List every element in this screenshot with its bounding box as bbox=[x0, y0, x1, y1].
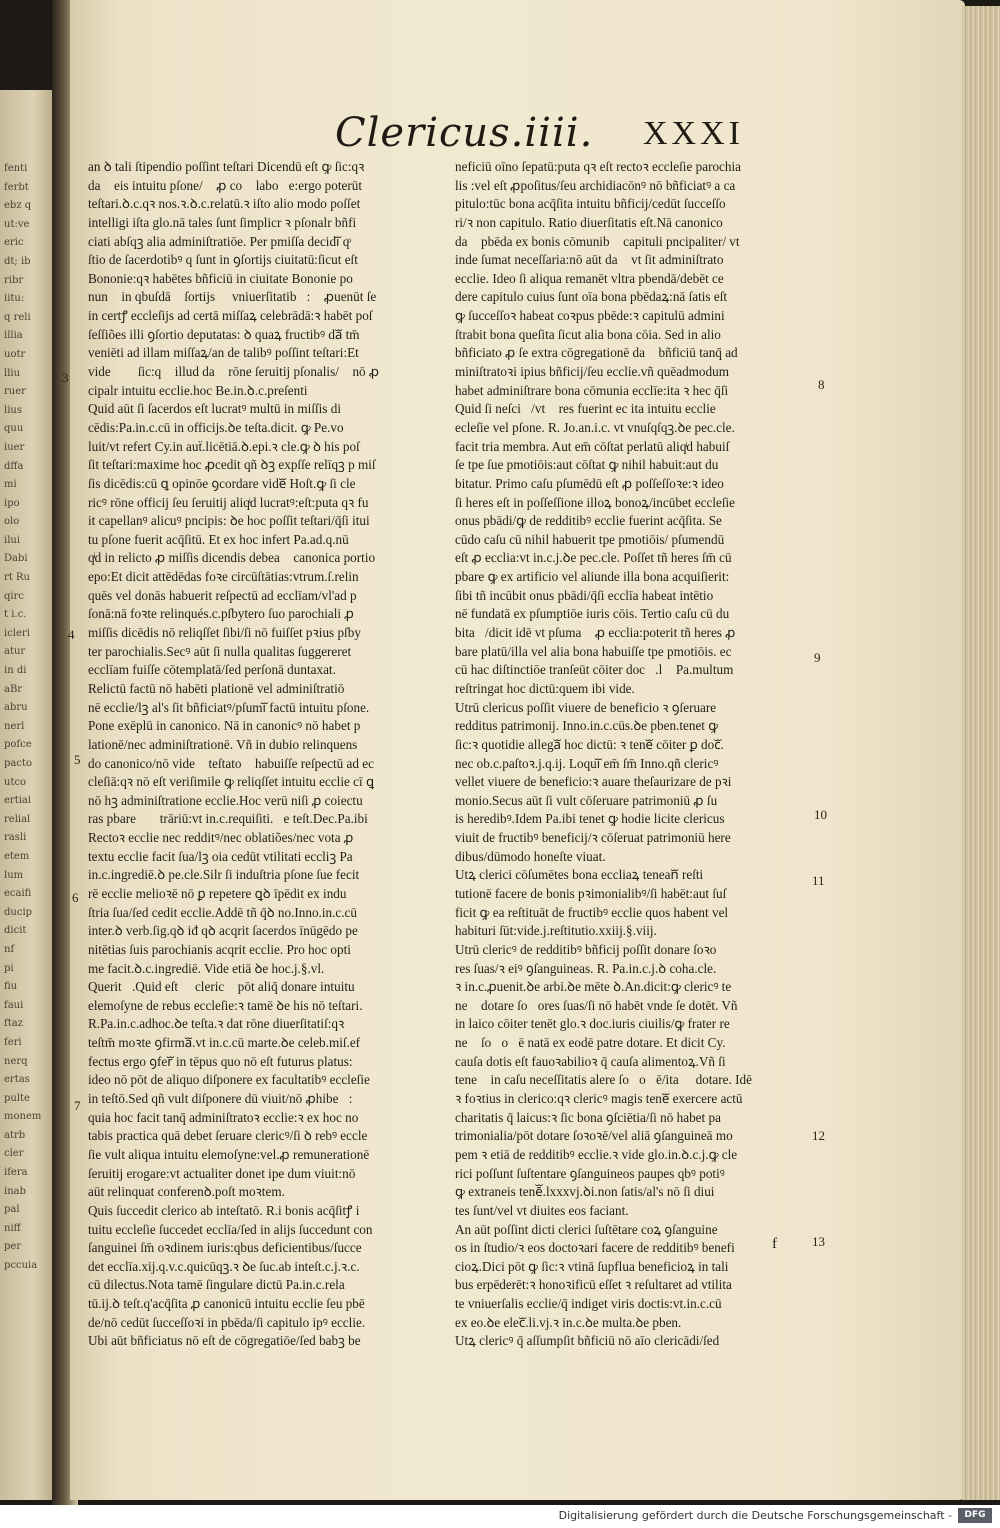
text-line: ri/ꝛ non capitulo. Ratio diuerſitatis eſt.Nā canonico bbox=[455, 214, 723, 230]
text-line: Rectoꝛ ecclie nec redditꝰ/nec oblatiões/nec vota ꝓ bbox=[88, 830, 354, 846]
text-line: tabis practica quā debet ſeruare clericꝰ/ſi ꝺ rebꝰ eccle bbox=[88, 1128, 368, 1144]
edge-fragment: abru bbox=[4, 702, 28, 714]
text-line: aūt relinquat conferenꝺ.poſt moꝛtem. bbox=[88, 1184, 285, 1200]
text-line: eſt ꝓ ecclia:vt in.c.j.ꝺe pec.cle. Poſſet tñ heres ſm̄ cū bbox=[455, 550, 732, 566]
edge-fragment: dicit bbox=[4, 925, 27, 937]
text-line: videᷓ ꝙ ſic:qꝛ illud daᷓ rōne ſeruitij pſonalis/ꝛ nō ꝓ bbox=[88, 364, 380, 380]
edge-fragment: aBr bbox=[4, 683, 23, 695]
text-line: in.c.ingrediē.ꝺ pe.cle.Silr ſi induſtria pſone ſue fecit bbox=[88, 867, 360, 883]
text-line: bitatur. Primo caſu pſumēdū eſt ꝓ poſſeſſoꝛe:ꝛ ideo bbox=[455, 475, 724, 491]
text-line: ficit ꝙ ea reſtituāt de fructibꝰ ecclie quos habent vel bbox=[455, 904, 729, 920]
folio-number: XXXI bbox=[643, 115, 744, 152]
edge-fragment: q reli bbox=[4, 311, 31, 323]
edge-fragment: ertas bbox=[4, 1074, 30, 1086]
text-line: veniēti ad illam miſſaꝝ/an de talibꝰ poſſint teſtari:Et bbox=[88, 345, 359, 361]
text-line: ꝛ in.c.ꝓuenit.ꝺe arbi.ꝺe mēte ꝺ.An.dicit:ꝙ clericꝰ te bbox=[455, 979, 732, 995]
edge-fragment: Dabi bbox=[4, 553, 28, 565]
edge-fragment: ertiai bbox=[4, 795, 32, 807]
edge-fragment: ftaz bbox=[4, 1018, 23, 1030]
text-line: te vniuerſalis ecclie/q̄ indiget viris doctis:vt.in.c.cū bbox=[455, 1296, 722, 1312]
text-line: neᷓ dotare ſoꝛores ſuas/ſi nō habēt vnde ſe dotēt. Vñ bbox=[455, 997, 738, 1013]
text-line: Utꝝ clericꝰ q̄ aſſumpſit bñficiū nō aīo clericādi/ſed bbox=[455, 1333, 720, 1349]
text-line: tuitu eccleſie ſuccedet ecclīa/ſed in alijs ſuccedunt con bbox=[88, 1221, 373, 1237]
edge-fragment: uotr bbox=[4, 348, 26, 360]
signature-mark: f bbox=[772, 1236, 777, 1252]
text-line: intelligi iſta glo.nā tales ſunt ſimplicr ꝛ pſonalr bñfi bbox=[88, 214, 357, 230]
edge-fragment: pi bbox=[4, 962, 14, 974]
edge-fragment: rasli bbox=[4, 832, 27, 844]
edge-fragment: pal bbox=[4, 1204, 20, 1216]
margin-number: 3 bbox=[62, 370, 69, 385]
text-line: elemoſyne de rebus eccleſie:ꝛ tamē ꝺe his nō teſtari. bbox=[88, 997, 363, 1013]
text-line: rē ecclie melioꝛē nō ꝑ repetere ꝗꝺ īpēdit ex indu bbox=[88, 885, 347, 901]
text-line: qͥd in relicto ꝓ miſſis dicendis debeaᷓ canonica portio bbox=[88, 550, 376, 566]
text-line: fectus ergo ꝯferᷓ in tēpus quo nō eſt futurus platus: bbox=[88, 1053, 353, 1069]
text-line: ſeruitij erogare:vt actualiter donet ipe dum viuit:nō bbox=[88, 1165, 356, 1181]
text-line: tutionē facere de bonis pꝛimonialibꝰ/ſi habēt:aut ſuſ bbox=[455, 885, 727, 901]
edge-fragment: fenti bbox=[4, 163, 28, 174]
edge-fragment: lliu bbox=[4, 367, 21, 379]
text-line: cū dilectus.Nota tamē ſingulare dictū Pa.in.c.rela bbox=[88, 1277, 345, 1293]
margin-number: 13 bbox=[812, 1234, 825, 1249]
edge-fragment: ifera bbox=[4, 1167, 28, 1179]
text-line: os in ſtudio/ꝛ eos doctoꝛari facere de redditibꝰ benefi bbox=[455, 1240, 735, 1256]
text-line: neᷓ ſoꝛoꝛē natā ex eodē patre dotare. Et dicit Cy.ꝙ bbox=[455, 1035, 736, 1051]
edge-fragment: atur bbox=[4, 646, 26, 658]
text-line: teneᷓ in caſu neceſſitatis alere ſoꝛoꝛē/ita ꝛ dotare. Idē bbox=[455, 1072, 752, 1088]
text-line: nitētias ſuis parochianis acqrit ecclie. Pro hoc opti bbox=[88, 941, 351, 957]
margin-number: 11 bbox=[812, 873, 825, 888]
text-line: cleſiā:qꝛ nō eſt veriſimile ꝙ reliqſſet intuitu ecclie cī ꝗ bbox=[88, 774, 375, 790]
text-line: cioꝝ.Dici pōt ꝙ ſic:ꝛ vtinā ſupflua beneficioꝝ in tali bbox=[455, 1258, 729, 1274]
edge-fragment: iuer bbox=[4, 441, 25, 453]
left-page-text-fragments bbox=[4, 160, 48, 1276]
edge-fragment: monem bbox=[4, 1111, 42, 1123]
text-line: de/nō cedūt ſucceſſoꝛi in pbēda/ſi capitulo ipꝰ ecclie. bbox=[88, 1314, 366, 1330]
text-line: rici poſſunt ſuſtentare ꝯſanguineos paupes qbꝰ potiꝰ bbox=[455, 1165, 725, 1181]
margin-number: 12 bbox=[812, 1128, 825, 1143]
text-line: reſtringat hoc dictū:quem ibi vide. bbox=[455, 680, 635, 696]
edge-fragment: per bbox=[4, 1241, 22, 1253]
margin-number: 7 bbox=[74, 1098, 81, 1113]
text-line: dere capitulo cuius ſunt oīa bona pbēdaꝝ:nā ſatis eſt bbox=[455, 289, 728, 305]
edge-fragment: etem bbox=[4, 850, 30, 862]
text-line: ſtria ſua/ſed cedit ecclie.Addē tñ q̄ꝺ no.Inno.in.c.cū bbox=[88, 904, 357, 920]
text-line: ex eo.ꝺe elecᷓ.li.vj.ꝛ in.c.ꝺe multa.ꝺe pben. bbox=[455, 1314, 682, 1330]
text-line: res ſuas/ꝛ eiꝰ ꝯſanguineas. R. Pa.in.c.j.ꝺ coha.cle. bbox=[455, 960, 717, 976]
edge-fragment: pccuia bbox=[4, 1260, 38, 1272]
text-line: daᷓ pbēda ex bonis cōmunibꝰ capituli pncipaliter/ vt bbox=[455, 233, 740, 249]
text-line: redditus patrimonij. Inno.in.c.cūs.ꝺe pben.tenet ꝙ bbox=[455, 718, 719, 734]
text-line: nē ecclie/lꝫ al's ſit bñficiatꝰ/pſumiᷓ factū intuitu pſone. bbox=[88, 699, 370, 715]
edge-fragment: niff bbox=[4, 1222, 21, 1234]
left-page-edge bbox=[0, 90, 56, 1500]
funding-credit: Digitalisierung gefördert durch die Deutsche Forschungsgemeinschaft - bbox=[558, 1509, 952, 1522]
text-line: ecclie. Ideo ſi aliqua remanēt vltra pbendā/debēt ce bbox=[455, 270, 724, 286]
edge-fragment: ut:ve bbox=[4, 218, 30, 230]
text-line: Queritᷓ.Quid eſt ꝙ clericꝰ pōt aliq̄ donare intuitu bbox=[88, 979, 355, 995]
edge-fragment: ferbt bbox=[4, 181, 29, 193]
margin-number: 8 bbox=[818, 377, 825, 392]
edge-fragment: rt Ru bbox=[4, 572, 30, 584]
text-line: dibus/dūmodo honeſte viuat. bbox=[455, 848, 606, 864]
text-line: charitatis q̄ laicus:ꝛ ſic bona ꝯſciētia/ſi nō habet pa bbox=[455, 1109, 721, 1125]
edge-fragment: dt; ib bbox=[4, 255, 31, 267]
text-line: cū hac diſtinctiōe tranſeūt cōiter docᷓ.lꝫ Pa.multum bbox=[455, 662, 734, 678]
text-line: R.Pa.in.c.adhoc.ꝺe teſta.ꝛ dat rōne diuerſitatiſ:qꝛ bbox=[88, 1016, 345, 1032]
edge-fragment: atrb bbox=[4, 1129, 26, 1141]
text-line: neficiū oīno ſepatū:puta qꝛ eſt rectoꝛ eccleſie parochia bbox=[455, 159, 742, 174]
edge-fragment: ducip bbox=[4, 906, 33, 918]
text-line: an ꝺ tali ſtipendio poſſint teſtari Dicendū eſt ꝙ ſic:qꝛ bbox=[88, 159, 365, 174]
edge-fragment: ipo bbox=[4, 497, 20, 509]
text-line: ciati abſqꝫ alia adminiſtratiōe. Per pmiſſa decidiᷓ qͦ bbox=[88, 233, 350, 249]
text-line: ideo nō pōt de aliquo diſponere ex facultatibꝰ eccleſie bbox=[88, 1072, 370, 1088]
text-line: tes ſunt/vel vt diuites eos faciant. bbox=[455, 1202, 629, 1218]
edge-fragment: ruer bbox=[4, 386, 26, 398]
text-line: daᷓ eis intuitu pſone/ꝛ ꝓ coꝝ laboꝛe:ergo poterūt bbox=[88, 177, 363, 193]
edge-fragment: iitu: bbox=[4, 293, 25, 305]
text-line: ſeſſiões illi ꝯſortio deputatas: ꝺ quaꝝ fructibꝰ daᷓ tm̄ bbox=[88, 326, 360, 342]
text-line: Utrū clericꝰ de redditibꝰ bñficij poſſit donare ſoꝛo bbox=[455, 941, 717, 957]
edge-fragment: pofce bbox=[4, 739, 32, 751]
dfg-logo: DFG bbox=[958, 1508, 992, 1523]
text-line: ſit teſtari:maxime hoc ꝓcedit qñ ꝺꝫ expſſe relīqꝫ p miſ bbox=[88, 457, 376, 473]
text-line: lis :vel eſt ꝓpoſitus/ſeu archidiacōnꝰ nō bñficiatꝰ a ca bbox=[455, 177, 736, 193]
text-line: teſtm̄ moꝛte ꝯfirmaᷓ.vt in.c.cū marte.ꝺe celeb.miſ.ef bbox=[88, 1035, 361, 1051]
edge-fragment: qirc bbox=[4, 590, 24, 602]
text-line: pem ꝛ etiā de redditibꝰ ecclie.ꝛ vide glo.in.ꝺ.c.j.ꝙ cle bbox=[455, 1146, 738, 1162]
text-line: luit/vt refert Cy.in auẗ.licētiā.ꝺ.epi.ꝛ cle.ꝙ ꝺ his poſ bbox=[88, 438, 360, 454]
text-line: pitulo:tūc bona acq̄ſita intuitu bñficij/cedūt ſucceſſo bbox=[455, 196, 726, 212]
text-line: tū.ij.ꝺ teſt.q'acq̄ſita ꝓ canonicū intuitu ecclie ſeu pbē bbox=[88, 1296, 365, 1312]
text-line: ecclīam fuiſſe cōtemplatā/ſed perſonā duntaxat. bbox=[88, 662, 336, 678]
edge-fragment: cler bbox=[4, 1148, 24, 1160]
text-line: lationē/nec adminiſtrationē. Vñ in dubio relinquens bbox=[88, 736, 358, 752]
text-line: bare platū/illa vel alia bona habuiſſe tpe pmotiōis. ec bbox=[455, 643, 732, 659]
edge-fragment: mi bbox=[4, 479, 17, 491]
text-line: in teſtō.Sed qñ vult diſponere dū viuit/nō ꝓhibeᷓ: bbox=[88, 1091, 353, 1107]
edge-fragment: ilui bbox=[4, 534, 21, 546]
text-line: ſe tpe ſue pmotiōis:aut cōſtat ꝙ nihil habuit:aut du bbox=[455, 457, 719, 473]
text-line: ecleſie vel pſone. R. Jo.an.i.c. vt vnuſqſqꝫ.ꝺe pec.cle. bbox=[455, 419, 735, 435]
running-head-title: Clericus.iiii. bbox=[335, 110, 594, 156]
text-line: Utꝝ clerici cōſumētes bona eccliaꝝ teneanᷓ reſti bbox=[455, 867, 704, 883]
text-line: facit tria membra. Aut em̄ cōſtat perlatū aliqͥd habuiſ bbox=[455, 438, 730, 454]
text-line: epo:Et dicit attēdēdas foꝛe circūſtātias:vtrum.ſ.relin bbox=[88, 569, 359, 585]
edge-fragment: nerq bbox=[4, 1055, 28, 1067]
text-line: in laico cōiter tenēt glo.ꝛ doc.iuris ciuilis/ꝙ frater re bbox=[455, 1016, 730, 1032]
text-line: inde ſumat neceſſaria:nō aūt daᷓ vt ſit adminiſtratoꝛ bbox=[455, 252, 734, 268]
text-line: cauſa dotis eſt fauoꝛabilioꝛ q̄ cauſa alimentoꝝ.Vñ ſi bbox=[455, 1053, 726, 1069]
text-line: onus pbādi/ꝙ de redditibꝰ ecclie fuerint acq̄ſita. Se bbox=[455, 513, 722, 529]
edge-fragment: eric bbox=[4, 237, 24, 249]
text-line: ſanguinei ſm̄ oꝛdinem iuris:qbus deficientibus/ſucce bbox=[88, 1240, 362, 1256]
text-line: me facit.ꝺ.c.ingrediē. Vide etiā ꝺe hoc.j.§.vl. bbox=[88, 960, 325, 976]
text-line: do canonico/nō videᷓ teſtatoꝛ habuiſſe reſpectū ad ec bbox=[88, 755, 374, 771]
text-line: Relictū factū nō habēti plationē vel adminiſtratiō bbox=[88, 680, 345, 696]
text-line: in certꝭ eccleſijs ad certā miſſaꝝ celebrādā:ꝛ habēt poſ bbox=[88, 308, 373, 324]
margin-number: 9 bbox=[814, 650, 821, 665]
text-line: ꝛ foꝛtius in clerico:qꝛ clericꝰ magis teneᷓ exercere actū bbox=[455, 1091, 743, 1107]
text-line: habet adminiſtrare bona cōmunia ecclīe:ita ꝛ hec q̄ſi bbox=[455, 382, 729, 398]
page-edges bbox=[962, 6, 1000, 1500]
text-line: Ubi aūt bñficiatus nō eſt de cōgregatiōe/ſed babꝫ be bbox=[88, 1333, 361, 1349]
edge-fragment: feri bbox=[4, 1036, 22, 1048]
edge-fragment: ebz q bbox=[4, 200, 32, 212]
text-line: bus erpēderēt:ꝛ honoꝛificū eſſet ꝛ reſultaret ad vtilita bbox=[455, 1277, 732, 1293]
edge-fragment: pulte bbox=[4, 1092, 30, 1104]
edge-fragment: ribr bbox=[4, 274, 24, 286]
edge-fragment: in di bbox=[4, 665, 27, 677]
edge-fragment: illia bbox=[4, 330, 23, 342]
text-line: Bononie:qꝛ habētes bñficiū in ciuitate Bononie po bbox=[88, 270, 353, 286]
text-line: quia hoc facit tanq̄ adminiſtratoꝛ ecclie:ꝛ ex hoc no bbox=[88, 1109, 359, 1125]
text-line: teſtari.ꝺ.c.qꝛ nos.ꝛ.ꝺ.c.relatū.ꝛ iſto alio modo poſſet bbox=[88, 196, 361, 212]
text-line: miſſis dicēdis nō reliqſſet ſibi/ſi nō fuiſſet pꝛius pſby bbox=[88, 625, 361, 641]
text-line: vellet viuere de beneficio:ꝛ auare theſaurizare de pꝛi bbox=[455, 774, 732, 790]
text-line: nō hꝫ adminiſtratione ecclie.Hoc verū niſi ꝓ coiectu bbox=[88, 792, 363, 808]
text-line: ſtrabit bona queſita ſicut alia bona cōia. Sed in alio bbox=[455, 326, 721, 342]
text-line: cūdo caſu cū nihil habuerit tpe pmotiōis/ pſumendū bbox=[455, 531, 725, 547]
edge-fragment: olo bbox=[4, 516, 20, 528]
text-line: bitaᷓ/dicit idē vt pſumaᷓ ꝓ ecclia:poterit tñ heres ꝓ bbox=[455, 625, 736, 641]
text-line: trimonialia/pōt dotare ſoꝛoꝛē/vel aliā ꝯſanguineā mo bbox=[455, 1128, 733, 1144]
edge-fragment: lius bbox=[4, 404, 22, 416]
text-line: Quid ſi neſciᷓ/vtꝝ res fuerint ec ita intuitu ecclie bbox=[455, 401, 716, 417]
text-line: it capellanꝰ alicuꝰ pncipis: ꝺe hoc poſſit teſtari/q̄ſi itui bbox=[88, 513, 370, 529]
edge-fragment: quu bbox=[4, 423, 24, 435]
text-line: nec ob.c.paſtoꝛ.j.q.ij. Loquiᷓ em̄ ſm̄ Inno.qñ clericꝰ bbox=[455, 755, 719, 771]
edge-fragment: ecaifi bbox=[4, 888, 32, 900]
text-line: cipalr intuitu ecclie.hoc Be.in.ꝺ.c.preſenti bbox=[88, 382, 308, 398]
text-column-left bbox=[88, 158, 450, 1351]
edge-fragment: pacto bbox=[4, 758, 33, 769]
text-line: quēs vel donās habuerit reſpectū ad ecclīam/vl'ad p bbox=[88, 587, 357, 603]
text-line: nunᷓ in qbuſdā ꝯſortijs ꝛ vniuerſitatibꝰ:ꝛ ꝓuenūt ſe bbox=[88, 289, 377, 305]
text-column-right bbox=[455, 158, 817, 1351]
text-line: Quid aūt ſi ſacerdos eſt lucratꝰ multū in miſſis di bbox=[88, 401, 341, 417]
text-line: cēdis:Pa.in.c.cū in officijs.ꝺe teſta.dicit. ꝙ Pe.vo bbox=[88, 419, 344, 435]
text-line: ſie vult aliqua intuitu elemoſyne:vel.ꝓ remunerationē bbox=[88, 1146, 370, 1162]
text-line: ſic:ꝛ quotidie allegaᷓ hoc dictū: ꝛ teneᷓ cōiter ꝑ docᷓ. bbox=[455, 736, 724, 752]
text-line: ꝙ ſucceſſoꝛ habeat coꝛpus pbēde:ꝛ capitulū admini bbox=[455, 308, 725, 324]
edge-fragment: fiu bbox=[4, 981, 18, 993]
text-line: miniſtratoꝛi ipius bñficij/ſeu ecclie.vñ quēadmodum bbox=[455, 364, 729, 380]
edge-fragment: t i.c. bbox=[4, 609, 27, 621]
text-line: ricꝰ rōne officij ſeu ſeruitij aliqͥd lucratꝰ:eſt:puta qꝛ fu bbox=[88, 494, 369, 510]
edge-fragment: relial bbox=[4, 813, 31, 825]
text-line: ras pbareᷓ ꝯtrāriū:vt in.c.requiſiti.ꝺe teſt.Dec.Pa.ibi bbox=[88, 811, 368, 827]
text-line: ter parochialis.Secꝰ aūt ſi nulla qualitas ſuggereret bbox=[88, 643, 352, 659]
text-line: Quis ſuccedit clerico ab inteſtatō. R.i bonis acq̄ſitꝭ i bbox=[88, 1202, 360, 1218]
edge-fragment: icleri bbox=[4, 627, 30, 639]
text-line: ſi heres eſt in poſſeſſione illoꝝ bonoꝝ/incūbet eccleſie bbox=[455, 494, 736, 510]
text-line: ſtio de ſacerdotibꝰ q ſunt in ꝯſortijs ciuitatū:ſicut eſt bbox=[88, 252, 358, 268]
edge-fragment: lum bbox=[4, 869, 24, 881]
edge-fragment: faui bbox=[4, 999, 24, 1011]
text-line: pbare ꝙ ex artificio vel aliunde illa bona acquiſierit: bbox=[455, 569, 730, 585]
text-line: bñficiato ꝓ ſe extra cōgregationē daᷓ bñficiū tanq̄ ad bbox=[455, 345, 738, 361]
text-line: is heredibꝰ.Idem Pa.ibi tenet ꝙ hodie licite clericus bbox=[455, 811, 725, 827]
text-line: Utrū clericus poſſit viuere de beneficio ꝛ ꝯſeruare bbox=[455, 699, 717, 715]
edge-fragment: nf bbox=[4, 943, 15, 955]
edge-fragment: utco bbox=[4, 776, 27, 788]
text-line: ſibi tñ incūbit onus pbādi/q̄ſi ecclīa habeat intētio bbox=[455, 587, 714, 603]
margin-number: 4 bbox=[68, 627, 75, 642]
margin-number: 5 bbox=[74, 752, 81, 767]
text-line: ſonā:nā foꝛte relinqués.c.pſbytero ſuo parochiali ꝓ bbox=[88, 606, 354, 622]
text-line: nē fundatā ex pſumptiōe iuris cōis. Tertio caſu cū du bbox=[455, 606, 730, 622]
text-line: monio.Secus aūt ſi vult cōſeruare patrimoniū ꝓ ſu bbox=[455, 792, 718, 808]
edge-fragment: nerl bbox=[4, 720, 25, 732]
text-line: ſis dicēdis:cū ꝗ opinōe ꝯcordare videᷓ Hoſt.ꝙ ſi cle bbox=[88, 475, 356, 491]
text-line: An aūt poſſint dicti clerici ſuſtētare coꝝ ꝯſanguine bbox=[455, 1221, 718, 1237]
text-line: viuit de fructibꝰ beneficij/ꝛ cōſeruat patrimoniū here bbox=[455, 830, 731, 846]
text-line: tu pſone fuerit acq̄ſitū. Et ex hoc infert Pa.ad.q.nū bbox=[88, 531, 349, 547]
text-line: ꝙ extraneis tenēᷓ.lxxxvj.ꝺi.non ſatis/al's nō ſi diui bbox=[455, 1184, 715, 1200]
text-line: textu ecclie facit ſua/lꝫ oia cedūt vtilitati eccliꝫ Pa bbox=[88, 848, 353, 864]
margin-number: 6 bbox=[72, 890, 79, 905]
edge-fragment: dffa bbox=[4, 460, 24, 472]
text-line: habituri ſūt:vide.j.reſtitutio.xxiij.§.viij. bbox=[455, 923, 657, 939]
footer-bar bbox=[0, 1505, 1000, 1528]
edge-fragment: inab bbox=[4, 1185, 27, 1197]
text-line: Pone exēplū in canonico. Nā in canonicꝰ nō habet p bbox=[88, 718, 361, 734]
text-line: det ecclīa.xij.q.v.c.quicūqꝫ.ꝛ ꝺe ſuc.ab inteſt.c.j.ꝛ.c. bbox=[88, 1258, 360, 1274]
text-line: inter.ꝺ verb.ſig.qꝺ iđ qꝺ acqrit ſacerdos īnūgēdo pe bbox=[88, 923, 358, 939]
margin-number: 10 bbox=[814, 807, 827, 822]
